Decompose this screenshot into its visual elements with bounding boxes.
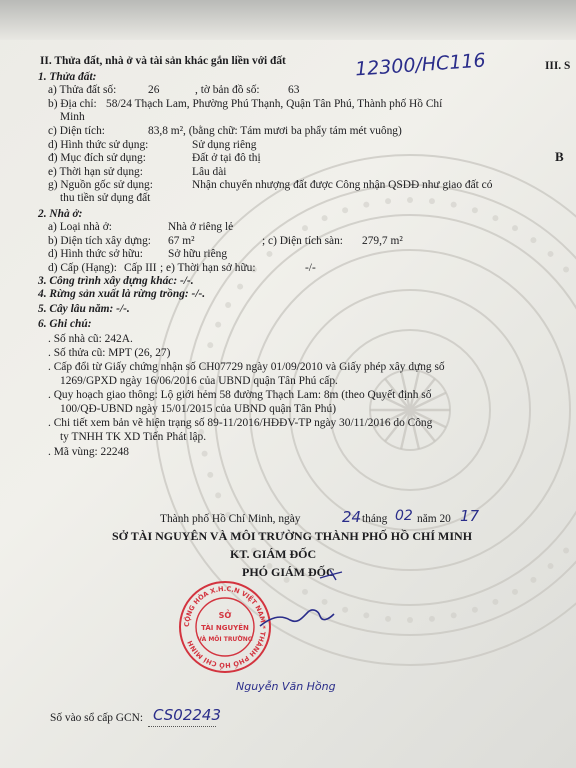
address-line1: 58/24 Thạch Lam, Phường Phú Thạnh, Quận Tân Phú, Thành phố Hồ Chí [106,98,443,110]
note-line: . Cấp đổi từ Giấy chứng nhận số CH07729 ngày 01/09/2010 và Giấy phép xây dựng số [48,361,445,373]
stamp-text: SỞ [218,611,232,620]
usage-form-label: d) Hình thức sử dụng: [48,139,149,151]
purpose: Đất ở tại đô thị [192,152,261,164]
top-shadow [0,0,576,40]
month-label: tháng [362,513,388,525]
map-label: , tờ bản đồ số: [195,84,260,96]
deputy-director: PHÓ GIÁM ĐỐC [242,565,335,579]
ownership-label: d) Hình thức sở hữu: [48,248,143,260]
note-line: 1269/GPXD ngày 16/06/2016 của UBND quận Tân Phú cấp. [60,375,338,387]
note-line: 100/QĐ-UBND ngày 15/01/2015 của UBND quận Tân Phú) [60,403,336,415]
parcel-number: 26 [148,84,160,96]
note-line: . Quy hoạch giao thông: Lộ giới hẻm 58 đường Thạch Lam: 8m (theo Quyết định số [48,389,432,401]
notes-heading: 6. Ghi chú: [38,318,92,330]
ownership: Sở hữu riêng [168,248,228,260]
own-term-label: ; e) Thời hạn sở hữu: [160,262,256,274]
area-value: 83,8 m², (bằng chữ: Tám mươi ba phẩy tám mét vuông) [148,125,402,137]
stamp-text: TÀI NGUYÊN [201,624,249,632]
planted-forest: 4. Rừng sản xuất là rừng trồng: -/-. [38,288,206,300]
origin-line1: Nhận chuyển nhượng đất được Công nhận QSDĐ như giao đất có [192,179,493,191]
registry-number: CS02243 [153,706,221,724]
date-year: 17 [460,507,480,525]
build-area: 67 m² [168,235,195,247]
grade-label: d) Cấp (Hạng): [48,262,117,274]
grade: Cấp III [124,262,157,274]
year-label: năm 20 [417,513,451,525]
signature-scribble [250,560,370,640]
house-type-label: a) Loại nhà ở: [48,221,112,233]
note-line: . Mã vùng: 22248 [48,446,129,458]
term-label: e) Thời hạn sử dụng: [48,166,143,178]
note-line: . Số thửa cũ: MPT (26, 27) [48,347,171,359]
build-area-label: b) Diện tích xây dựng: [48,235,151,247]
address-label: b) Địa chỉ: [48,98,97,110]
map-number: 63 [288,84,300,96]
floor-area: 279,7 m² [362,235,403,247]
side-letter: B [555,149,564,164]
origin-label: g) Nguồn gốc sử dụng: [48,179,153,191]
floor-area-label: ; c) Diện tích sàn: [262,235,343,247]
stamp-ring-text: CỘNG HÒA X.H.C.N VIỆT NAM * THÀNH PHỐ HỒ CHÍ MINH [182,584,268,670]
purpose-label: đ) Mục đích sử dụng: [48,152,146,164]
stamp-text: VÀ MÔI TRƯỜNG [197,636,253,643]
house-type: Nhà ở riêng lẻ [168,221,234,233]
department-name: SỞ TÀI NGUYÊN VÀ MÔI TRƯỜNG THÀNH PHỐ HỒ CHÍ MINH [112,529,473,543]
land-heading: 1. Thửa đất: [38,71,97,83]
term: Lâu dài [192,166,227,178]
note-line: . Số nhà cũ: 242A. [48,333,133,345]
registry-underline [148,726,216,727]
area-label: c) Diện tích: [48,125,105,137]
own-term: -/- [305,262,316,274]
section-title: II. Thửa đất, nhà ở và tài sản khác gắn liền với đất [40,55,286,67]
note-line: . Chi tiết xem bản vẽ hiện trạng số 89-11/2016/HĐĐV-TP ngày 30/11/2016 do Công [48,417,433,429]
handwritten-reference: 12300/HC116 [354,49,487,81]
other-works: 3. Công trình xây dựng khác: -/-. [38,275,194,287]
kt-director: KT. GIÁM ĐỐC [230,547,317,561]
note-line: ty TNHH TK XD Tiến Phát lập. [60,431,207,443]
house-heading: 2. Nhà ở: [38,208,83,220]
origin-line2: thu tiền sử dụng đất [60,192,151,204]
date-month: 02 [395,508,413,524]
signer-name: Nguyễn Văn Hồng [236,680,336,693]
date-day: 24 [342,508,362,526]
date-prefix: Thành phố Hồ Chí Minh, ngày [160,513,301,525]
corner-label: III. S [545,60,571,72]
usage-form: Sử dụng riêng [192,139,257,151]
address-line2: Minh [60,111,85,123]
perennial-trees: 5. Cây lâu năm: -/-. [38,303,130,315]
parcel-label: a) Thửa đất số: [48,84,117,96]
registry-label: Số vào sổ cấp GCN: [50,712,144,724]
